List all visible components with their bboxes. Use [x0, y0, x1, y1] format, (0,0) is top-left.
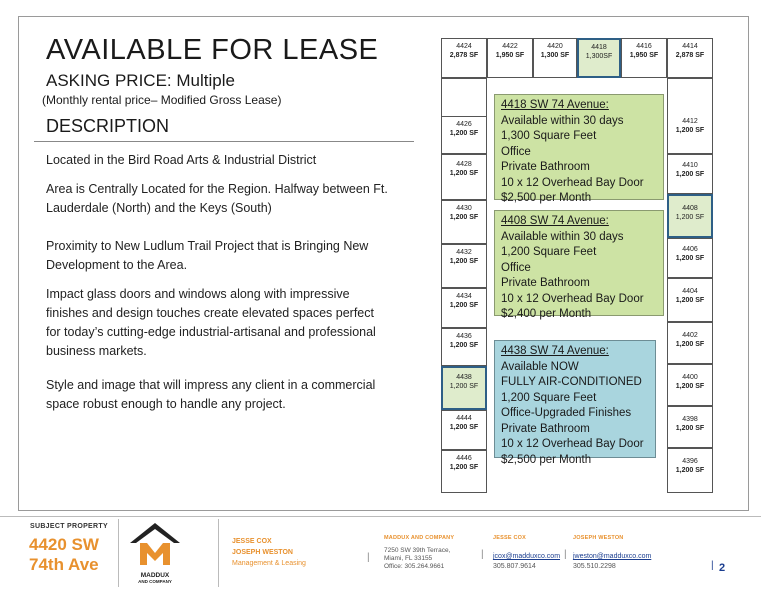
subject-property-label: SUBJECT PROPERTY — [30, 523, 108, 530]
unit-size: 1,200 SF — [675, 255, 705, 262]
listing-line: Available within 30 days — [501, 114, 624, 127]
maddux-logo — [128, 521, 182, 587]
asking-price: ASKING PRICE: Multiple — [46, 71, 235, 90]
unit-size: 1,300 SF — [540, 52, 570, 59]
unit-4418 — [577, 38, 621, 78]
unit-number: 4432 — [456, 249, 472, 256]
unit-size: 1,200 SF — [449, 302, 479, 309]
unit-number: 4402 — [682, 332, 698, 339]
unit-size: 1,200 SF — [449, 170, 479, 177]
unit-number: 4404 — [682, 288, 698, 295]
listing-line: 1,300 Square Feet — [501, 130, 597, 142]
logo-text-line1: MADDUX — [140, 572, 170, 579]
footer-separator: | — [564, 549, 567, 560]
unit-number: 4418 — [591, 44, 607, 51]
listing-line: 10 x 12 Overhead Bay Door — [501, 176, 644, 189]
footer-separator: | — [481, 549, 484, 560]
listing-line: $2,400 per Month — [501, 308, 592, 320]
unit-4446 — [441, 450, 487, 493]
unit-4436 — [441, 328, 487, 366]
listing-line: 1,200 Square Feet — [501, 246, 597, 258]
unit-number: 4422 — [502, 43, 518, 50]
logo-icon — [128, 521, 182, 567]
listing-4438-callout — [494, 340, 656, 466]
unit-number: 4424 — [456, 43, 472, 50]
subject-address-line2: 74th Ave — [29, 555, 99, 574]
listing-address: 4418 SW 74 Avenue: — [501, 99, 609, 111]
unit-size: 1,200 SF — [449, 342, 479, 349]
unit-4420 — [533, 38, 577, 78]
unit-4444 — [441, 410, 487, 450]
unit-4434 — [441, 288, 487, 328]
description-paragraph: Proximity to New Ludlum Trail Project that is Bringing New Development to the Area. — [46, 239, 369, 272]
description-divider — [34, 141, 414, 142]
contact1-phone: 305.807.9614 — [493, 563, 536, 570]
unit-size: 1,200 SF — [449, 130, 479, 137]
contact1-heading: JESSE COX — [493, 535, 526, 541]
unit-size: 1,200 SF — [675, 383, 705, 390]
unit-4424 — [441, 38, 487, 78]
unit-number: 4414 — [682, 43, 698, 50]
listing-line: 1,200 Square Feet — [501, 391, 597, 404]
unit-number: 4436 — [456, 333, 472, 340]
listing-line: Private Bathroom — [501, 277, 590, 289]
listing-4408-callout — [494, 210, 664, 320]
listing-line: Private Bathroom — [501, 161, 590, 173]
unit-size: 1,200 SF — [675, 171, 705, 178]
unit-size: 1,200 SF — [675, 214, 705, 221]
listing-line: Private Bathroom — [501, 422, 590, 435]
description-paragraph: Style and image that will impress any client in a commercial space robust enough to handle any project. — [46, 378, 376, 411]
listing-line: 10 x 12 Overhead Bay Door — [501, 292, 644, 305]
unit-4414 — [667, 38, 713, 78]
unit-number: 4410 — [682, 162, 698, 169]
company-address-line2: Miami, FL 33155 — [384, 555, 433, 562]
unit-number: 4444 — [456, 415, 472, 422]
page-separator: | — [711, 560, 714, 571]
unit-4416 — [621, 38, 667, 78]
unit-number: 4416 — [636, 43, 652, 50]
listing-line: Available within 30 days — [501, 230, 624, 243]
unit-size: 1,950 SF — [495, 52, 525, 59]
company-office-phone: Office: 305.264.9661 — [384, 563, 445, 570]
listing-line: Office — [501, 145, 531, 158]
listing-line: 10 x 12 Overhead Bay Door — [501, 438, 644, 450]
listing-address: 4408 SW 74 Avenue: — [501, 215, 609, 227]
unit-size: 1,950 SF — [629, 52, 659, 59]
unit-number: 4396 — [682, 458, 698, 465]
unit-4398 — [667, 406, 713, 448]
agent-name-2: JOSEPH WESTON — [232, 549, 293, 556]
footer-divider — [218, 519, 219, 587]
unit-number: 4406 — [682, 246, 698, 253]
agent-role: Management & Leasing — [232, 560, 306, 567]
contact1-email-link[interactable]: jcox@madduxco.com — [493, 553, 561, 560]
unit-4410 — [667, 154, 713, 194]
unit-number: 4398 — [682, 416, 698, 423]
listing-line: $2,500 per Month — [501, 453, 592, 466]
unit-number: 4430 — [456, 205, 472, 212]
unit-size: 1,200 SF — [675, 425, 705, 432]
company-address-line1: 7250 SW 39th Terrace, — [384, 547, 451, 554]
unit-number: 4400 — [682, 374, 698, 381]
description-paragraph: Area is Centrally Located for the Region. Halfway between Ft. Lauderdale (North) and the Keys (South) — [46, 182, 388, 215]
unit-size: 1,200 SF — [675, 467, 705, 474]
unit-4430 — [441, 200, 487, 244]
description-paragraph: Located in the Bird Road Arts & Industrial District — [46, 153, 317, 167]
listing-line: Available NOW — [501, 360, 579, 373]
footer — [0, 516, 761, 589]
unit-4396 — [667, 448, 713, 493]
unit-size: 1,200 SF — [449, 464, 479, 471]
description-paragraph: Impact glass doors and windows along with impressive finishes and design touches create elevated spaces perfect for today’s cutting-edge industrial-artisanal and professional business markets. — [46, 287, 376, 358]
unit-size: 1,200 SF — [449, 424, 479, 431]
footer-divider — [118, 519, 119, 587]
contact2-heading: JOSEPH WESTON — [573, 535, 624, 541]
unit-size: 1,200 SF — [675, 127, 705, 134]
unit-size: 2,878 SF — [675, 52, 705, 59]
listing-4418-callout — [494, 94, 664, 204]
monthly-note: (Monthly rental price– Modified Gross Lease) — [42, 93, 282, 107]
unit-4404 — [667, 278, 713, 322]
unit-4422 — [487, 38, 533, 78]
listing-line: FULLY AIR-CONDITIONED — [501, 376, 642, 388]
unit-4408 — [667, 194, 713, 238]
unit-number: 4428 — [456, 161, 472, 168]
logo-text-line2: AND COMPANY — [138, 579, 172, 584]
page-number: 2 — [719, 562, 726, 574]
unit-4438 — [441, 366, 487, 410]
unit-size: 1,200 SF — [449, 258, 479, 265]
listing-address: 4438 SW 74 Avenue: — [501, 345, 609, 357]
unit-size: 1,200 SF — [675, 341, 705, 348]
subject-address-line1: 4420 SW — [29, 535, 99, 554]
unit-size: 1,200 SF — [675, 297, 705, 304]
unit-4426-label — [441, 116, 487, 154]
description-heading: DESCRIPTION — [46, 116, 170, 136]
unit-number: 4420 — [547, 43, 563, 50]
page-title: AVAILABLE FOR LEASE — [46, 34, 379, 66]
footer-separator: | — [367, 552, 370, 563]
unit-size: 1,200 SF — [449, 214, 479, 221]
unit-size: 1,300SF — [585, 53, 613, 60]
listing-line: $2,500 per Month — [501, 192, 592, 204]
unit-number: 4412 — [682, 118, 698, 125]
unit-4402 — [667, 322, 713, 364]
unit-size: 2,878 SF — [449, 52, 479, 59]
unit-number: 4438 — [456, 374, 472, 381]
unit-size: 1,200 SF — [449, 383, 479, 390]
agent-name-1: JESSE COX — [232, 538, 272, 545]
unit-4400 — [667, 364, 713, 406]
listing-line: Office — [501, 261, 531, 274]
unit-4432 — [441, 244, 487, 288]
unit-number: 4434 — [456, 293, 472, 300]
unit-number: 4408 — [682, 205, 698, 212]
company-heading: MADDUX AND COMPANY — [384, 535, 455, 541]
unit-number: 4446 — [456, 455, 472, 462]
unit-4406 — [667, 238, 713, 278]
contact2-phone: 305.510.2298 — [573, 563, 616, 570]
unit-4412 — [667, 78, 713, 154]
unit-number: 4426 — [456, 121, 472, 128]
unit-4428 — [441, 154, 487, 200]
listing-line: Office-Upgraded Finishes — [501, 407, 632, 419]
contact2-email-link[interactable]: jweston@madduxco.com — [573, 553, 652, 560]
